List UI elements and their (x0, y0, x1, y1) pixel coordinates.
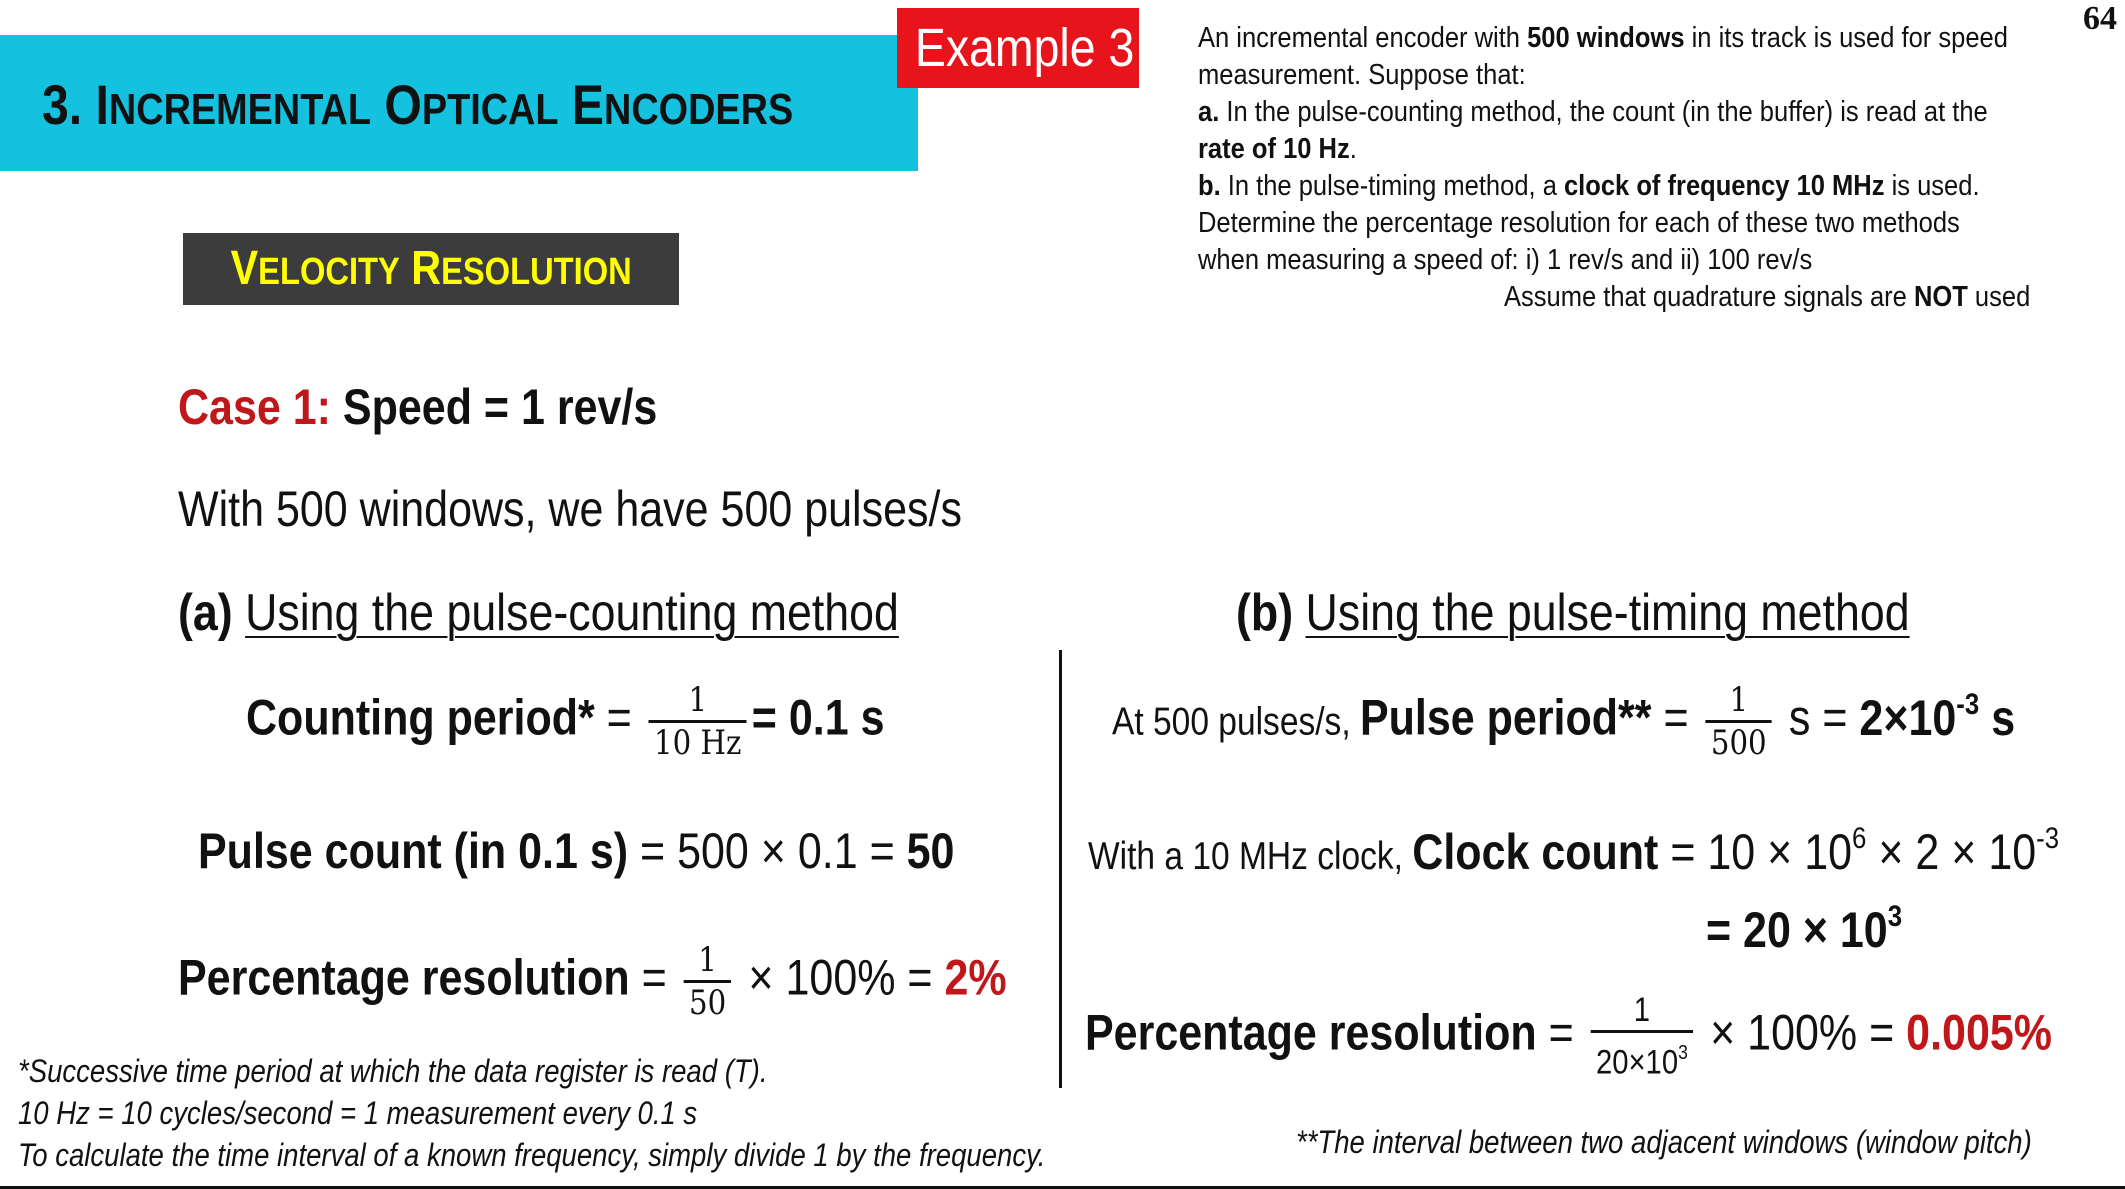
windows-statement: With 500 windows, we have 500 pulses/s (178, 481, 962, 537)
counting-period-equation: Counting period* = $\frac{1}{10 Hz}$ = 0.1 s (246, 680, 885, 763)
pulse-period-equation: At 500 pulses/s, Pulse period** = $\frac{1}{500}$ $s = 2\times 10^{-3}$ s (1112, 680, 2016, 763)
method-b-heading: (b) Using the pulse-timing method (1236, 584, 1910, 642)
percentage-resolution-a: Percentage resolution = $\frac{1}{50}$ × 100% = 2% (178, 940, 1007, 1023)
section-label: VELOCITY RESOLUTION (230, 242, 632, 295)
pulse-count-equation: Pulse count (in 0.1 s) = 500 × 0.1 = 50 (198, 823, 955, 879)
clock-count-equation: With a 10 MHz clock, Clock count = $10 \times 10^6 \times 2 \times 10^{-3}$ (1088, 822, 2060, 880)
counting-fraction: $\frac{1}{10 Hz}$ (649, 680, 747, 763)
footnote-b: **The interval between two adjacent windows (window pitch) (1296, 1124, 2032, 1160)
resolution-fraction-b: $\frac{1}{20\times 10^3}$ (1591, 990, 1693, 1082)
percentage-resolution-b: Percentage resolution = $\frac{1}{20\times 10^3}$ × 100% = 0.005% (1085, 991, 2053, 1082)
page-number: 64 (2083, 0, 2117, 37)
case-heading: Case 1: Speed = 1 rev/s (178, 379, 658, 435)
footnote-a: *Successive time period at which the data register is read (T). 10 Hz = 10 cycles/second = 1 measurement every 0.1 s To calculate the time interval of a known frequency, simply divide 1 by the frequency. (18, 1053, 1046, 1173)
resolution-fraction-a: $\frac{1}{50}$ (684, 940, 732, 1023)
method-a-heading: (a) Using the pulse-counting method (178, 584, 899, 642)
problem-statement: An incremental encoder with 500 windows in its track is used for speed measurement. Suppose that: a. In the pulse-counting method, the count (in the buffer) is read at the rate of 10 Hz. b. In the pulse-timing method, a clock of frequency 10 MHz is used. Determine the percentage resolution for each of these two methods when measuring a speed of: i) 1 rev/s and ii) 100 rev/s Assume that quadrature signals are NOT used (1198, 22, 2031, 313)
example-badge: Example 3 (897, 8, 1139, 88)
pulse-period-fraction: $\frac{1}{500}$ (1706, 680, 1772, 763)
clock-count-result: = $20 \times 10^3$ (1706, 900, 1903, 958)
slide-title: 3. INCREMENTAL OPTICAL ENCODERS (42, 73, 794, 136)
